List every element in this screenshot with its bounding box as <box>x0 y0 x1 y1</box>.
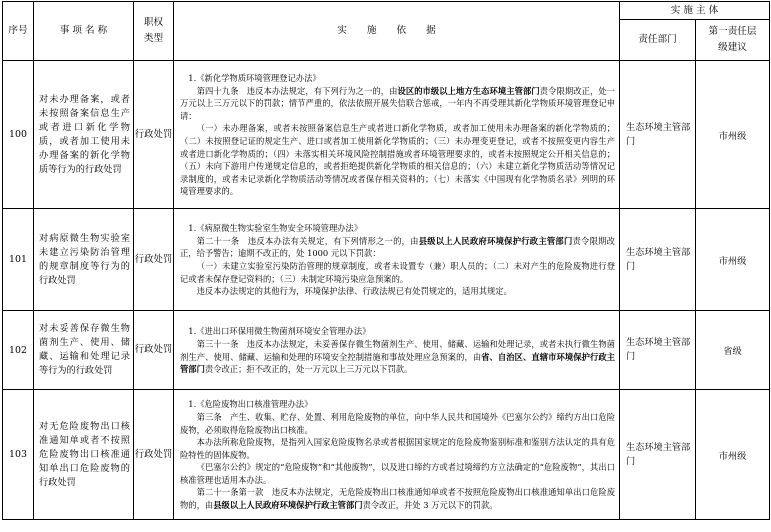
basis-clauses: （一）未办理备案，或者未按照备案信息生产或者进口新化学物质，或者加工使用未办理备案的新化学物质的；（二）未按照登记证的规定生产、进口或者加工使用新化学物质的；（三）未办理变更登记，或者不按照变更内容生产或者进口新化学物质的；（四）未落实相关环境风险控制措施或者环境管理要求的，或者未按照规定公开相关信息的；（五）未向下游用户传递规定信息的，或者拒绝提供新化学物质的相关信息的；（六）未建立新化学物质活动等情况记录制度的，或者未记录新化学物质活动等情况或者保存相关资料的；（七）未落实《中国现有化学物质名录》列明的环境管理要求的。 <box>180 123 615 197</box>
row-seq: 102 <box>3 311 34 390</box>
header-basis: 实施依据 <box>174 2 620 61</box>
table-row <box>3 390 770 520</box>
row-seq: 101 <box>3 209 34 311</box>
row-dept: 生态环境主管部门 <box>620 390 696 520</box>
basis-penalty: 第二十一条第一款 违反本办法规定，无危险废物出口核准通知单或者不按照危险废物出口核准通知单出口危险废物的，由县级以上人民政府环境保护行政主管部门责令改正，并处 3 万元以下的罚款。 <box>180 487 615 511</box>
basis-article: 第三条 产生、收集、贮存、处置、利用危险废物的单位，向中华人民共和国境外《巴塞尔公约》缔约方出口危险废物，必须取得危险废物出口核准。 <box>180 411 615 435</box>
basis-authority: 省、自治区、直辖市环境保护行政主管部门 <box>180 351 615 375</box>
basis-source: 1.《进出口环保用微生物菌剂环境安全管理办法》 <box>188 326 371 337</box>
row-basis <box>174 209 620 311</box>
row-seq: 103 <box>3 390 34 520</box>
basis-clauses: （一）未建立实验室污染防治管理的规章制度，或者未设置专（兼）职人员的；（二）未对产生的危险废物进行登记或者未保存登记资料的；（三）未制定环境污染应急预案的。 <box>180 261 615 284</box>
header-subject: 实 施 主 体 <box>620 2 770 20</box>
row-item: 对无危险废物出口核准通知单或者不按照危险废物出口核准通知单出口危险废物的行政处罚 <box>34 390 134 520</box>
row-basis <box>174 390 620 520</box>
basis-definition: 本办法所称危险废物，是指列入国家危险废物名录或者根据国家规定的危险废物鉴别标准和鉴别方法认定的具有危险特性的固体废物。 <box>180 437 615 460</box>
row-type: 行政处罚 <box>134 61 174 209</box>
table-row <box>3 311 770 390</box>
row-type: 行政处罚 <box>134 311 174 390</box>
basis-source: 1.《新化学物质环境管理登记办法》 <box>188 73 321 84</box>
header-item: 事 项 名 称 <box>34 2 134 61</box>
basis-source: 1.《危险废物出口核准管理办法》 <box>188 399 313 410</box>
row-seq: 100 <box>3 61 34 209</box>
basis-scope: 《巴塞尔公约》规定的“危险废物”和“其他废物”，以及进口缔约方或者过境缔约方立法确定的“危险废物”，其出口核准管理也适用本办法。 <box>180 462 615 485</box>
row-basis <box>174 311 620 390</box>
basis-article: 第二十一条 违反本办法有关规定，有下列情形之一的，由县级以上人民政府环境保护行政主管部门责令限期改正，给予警告；逾期不改正的，处 1000 元以下罚款： <box>180 235 615 259</box>
table-row <box>3 61 770 209</box>
row-item: 对未妥善保存微生物菌剂生产、使用、储藏、运输和处理记录等行为的行政处罚 <box>34 311 134 390</box>
row-item: 对病原微生物实验室未建立污染防治管理的规章制度等行为的行政处罚 <box>34 209 134 311</box>
row-dept: 生态环境主管部门 <box>620 311 696 390</box>
basis-source: 1.《病原微生物实验室生物安全环境管理办法》 <box>188 223 363 234</box>
basis-authority: 县级以上人民政府环境保护行政主管部门 <box>418 235 573 246</box>
row-level: 市州级 <box>696 209 770 311</box>
header-type: 职权类型 <box>134 2 174 61</box>
row-level: 市州级 <box>696 61 770 209</box>
table-row <box>3 209 770 311</box>
basis-note: 违反本办法规定的其他行为，环境保护法律、行政法规已有处罚规定的，适用其规定。 <box>196 286 512 297</box>
basis-authority: 设区的市级以上地方生态环境主管部门 <box>397 85 540 96</box>
basis-article: 第三十一条 违反本办法规定，未妥善保存微生物菌剂生产、使用、储藏、运输和处理记录，或者未执行微生物菌剂生产、使用、储藏、运输和处理的环境安全控制措施和事故处理应急预案的，由省、自治区、直辖市环境保护行政主管部门责令改正；拒不改正的，处一万元以上三万元以下罚款。 <box>180 338 615 375</box>
row-level: 市州级 <box>696 390 770 520</box>
row-level: 省级 <box>696 311 770 390</box>
header-seq: 序号 <box>3 2 34 61</box>
row-dept: 生态环境主管部门 <box>620 61 696 209</box>
row-type: 行政处罚 <box>134 390 174 520</box>
powers-table <box>2 1 770 520</box>
row-item: 对未办理备案，或者未按照备案信息生产或者进口新化学物质，或者加工使用未办理备案的新化学物质等行为的行政处罚 <box>34 61 134 209</box>
header-dept: 责任部门 <box>620 20 696 61</box>
row-type: 行政处罚 <box>134 209 174 311</box>
basis-article: 第四十九条 违反本办法规定，有下列行为之一的，由设区的市级以上地方生态环境主管部门责令限期改正，处一万元以上三万元以下的罚款；情节严重的，依法依照开展失信联合惩戒，一年内不再受理其新化学物质环境管理登记申请： <box>180 85 615 121</box>
row-dept: 生态环境主管部门 <box>620 209 696 311</box>
basis-authority: 县级以上人民政府环境保护行政主管部门 <box>213 500 363 511</box>
header-level: 第一责任层级建议 <box>696 20 770 61</box>
row-basis <box>174 61 620 209</box>
